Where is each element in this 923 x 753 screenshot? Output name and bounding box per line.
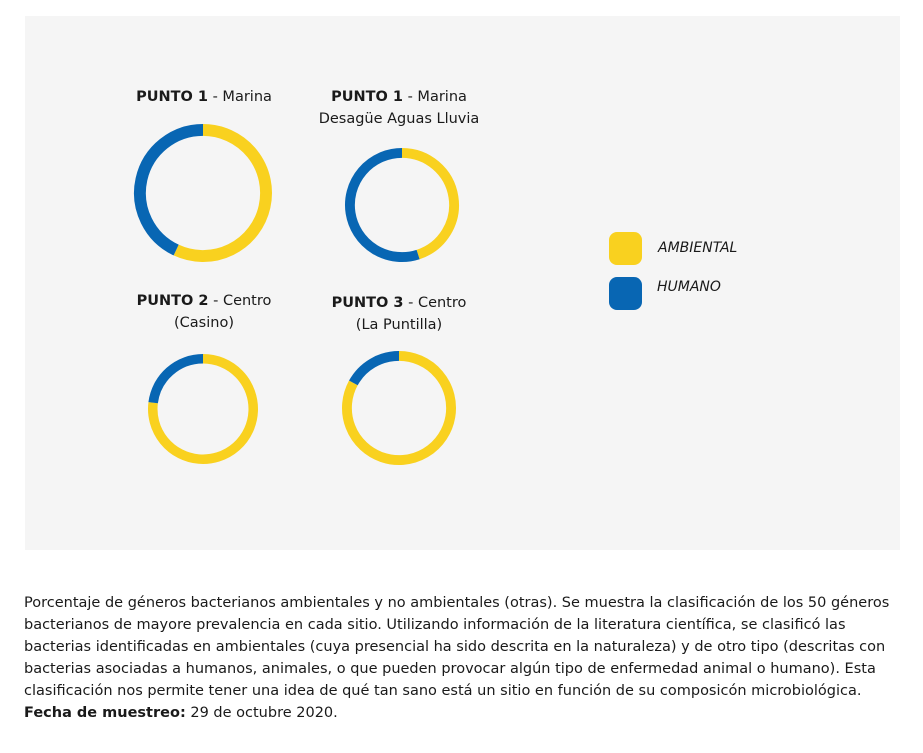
donut-chart-4 [341, 350, 457, 466]
caption-text: Porcentaje de géneros bacterianos ambientales y no ambientales (otras). Se muestra la clasificación de los 50 géneros bacterianos de mayore prevalencia en cada sitio. Utilizando información de la literatura científica, se clasificó las bacterias identificadas en ambientales (cuya presencial ha sido descrita en la naturaleza) y de otro tipo (descritas con bacterias asociadas a humanos, animales, o que pueden provocar algún tipo de enfermedad animal o humano). Esta clasificación nos permite tener una idea de qué tan sano está un sitio en función de su composicón microbiológica. [24, 595, 890, 699]
donut-slice-humano [353, 356, 399, 383]
donut-chart-1 [133, 123, 273, 263]
donut-title-2 [279, 86, 519, 130]
legend-swatch-ambiental [609, 232, 642, 265]
donut-chart-2 [344, 147, 460, 263]
donut-title-rest: - Marina [207, 89, 272, 105]
donut-title-bold: PUNTO 1 [331, 89, 403, 105]
donut-title-line2: (Casino) [174, 315, 234, 331]
donut-slice-humano [153, 359, 203, 403]
legend-swatch-humano [609, 277, 642, 310]
donut-title-bold: PUNTO 2 [136, 293, 209, 309]
donut-title-rest: - Centro [208, 293, 272, 309]
donut-title-bold: PUNTO 3 [331, 295, 404, 311]
legend-label-humano: HUMANO [657, 279, 721, 295]
donut-title-rest: - Centro [403, 295, 467, 311]
donut-chart-3 [147, 353, 259, 465]
donut-title-line2: (La Puntilla) [355, 317, 443, 333]
legend-label-ambiental: AMBIENTAL [658, 240, 738, 256]
sampling-date-label: Fecha de muestreo: [24, 705, 186, 721]
donut-slice-ambiental [176, 130, 266, 256]
donut-slice-ambiental [402, 153, 454, 255]
figure-caption [24, 592, 904, 724]
donut-slice-humano [350, 153, 418, 257]
donut-title-4 [279, 292, 519, 336]
donut-title-rest: - Marina [402, 89, 467, 105]
donut-title-line2: Desagüe Aguas Lluvia [318, 111, 480, 127]
sampling-date-value: 29 de octubre 2020. [185, 705, 338, 721]
donut-slice-humano [140, 130, 203, 250]
donut-title-bold: PUNTO 1 [136, 89, 208, 105]
